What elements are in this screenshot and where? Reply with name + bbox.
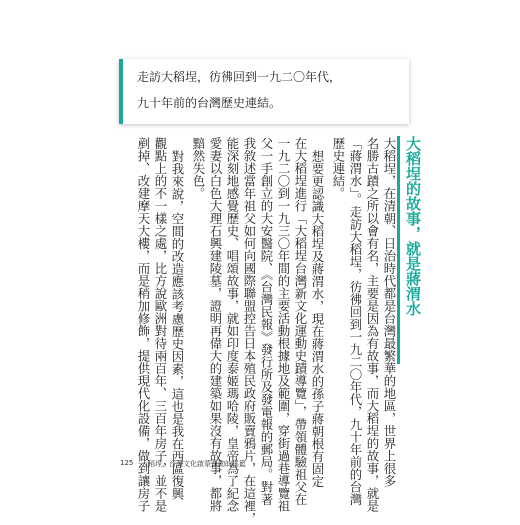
body-text-column: 黯然失色。 [191, 137, 206, 200]
body-text-column: 想要更認識大稻埕及蔣渭水，現在蔣渭水的孫子蔣朝根有固定 [310, 150, 325, 488]
pull-quote-box [119, 59, 409, 124]
body-text-column: 「蔣渭水」。走訪大稻埕，彷彿回到一九二〇年代，九十年前的台灣 [348, 137, 363, 506]
pull-quote-line-2: 九十年前的台灣歷史連結。 [137, 96, 282, 110]
body-text-column: 父一手創立的大安醫院、《台灣民報》發行所及發電報的郵局。對著 [259, 137, 274, 506]
body-text-column: 對我來說，空間的改造應該考慮歷史因素，這也是我在西區復興 [170, 150, 185, 500]
body-text-column: 歷史連結。 [331, 137, 346, 200]
body-text-column: 大稻埕，在清朝、日治時代都是台灣最繁華的地區，世界上很多 [382, 137, 397, 487]
body-text-column: 我敘述當年祖父如何向國際聯盟控告日本殖民政府販賣鴉片，在這裡， [242, 137, 257, 525]
body-text-column: 剷掉、改建摩天大樓，而是稍加修飾，提供現代化設備，做到讓房子 [136, 137, 151, 512]
pull-quote-line-1: 走訪大稻埕，彷彿回到一九二〇年代， [137, 70, 342, 84]
body-text-column: 能深刻地感覺歷史、唱頌故事，就如印度泰姬瑪哈陵，皇帝為了紀念 [225, 137, 240, 512]
section-heading: 大稻埕的故事，就是蔣渭水 [404, 136, 422, 316]
body-text-column: 在大稻埕進行「大稻埕台灣新文化運動史蹟導覽」，帶領體驗祖父在 [293, 137, 308, 506]
page-number: 125 [120, 459, 134, 467]
body-text-column: 觀點上的不一樣之處，比方說歐洲對待兩百年、三百年房子，並不是 [153, 137, 168, 512]
body-text-column: 一九二〇到一九三〇年間的主要活動根據地及範圍，穿街過巷導覽祖 [276, 137, 291, 512]
heading-accent-bar [397, 136, 400, 364]
running-footer-title: 大稻埕，台灣文化啟蒙運動的搖籃 [141, 460, 246, 468]
body-text-column: 名勝古蹟之所以會有名，主要是因為有故事，而大稻埕的故事，就是 [365, 137, 380, 512]
body-text-column: 愛妻以白色大理石興建陵墓，證明再偉大的建築如果沒有故事，都將 [208, 137, 223, 512]
